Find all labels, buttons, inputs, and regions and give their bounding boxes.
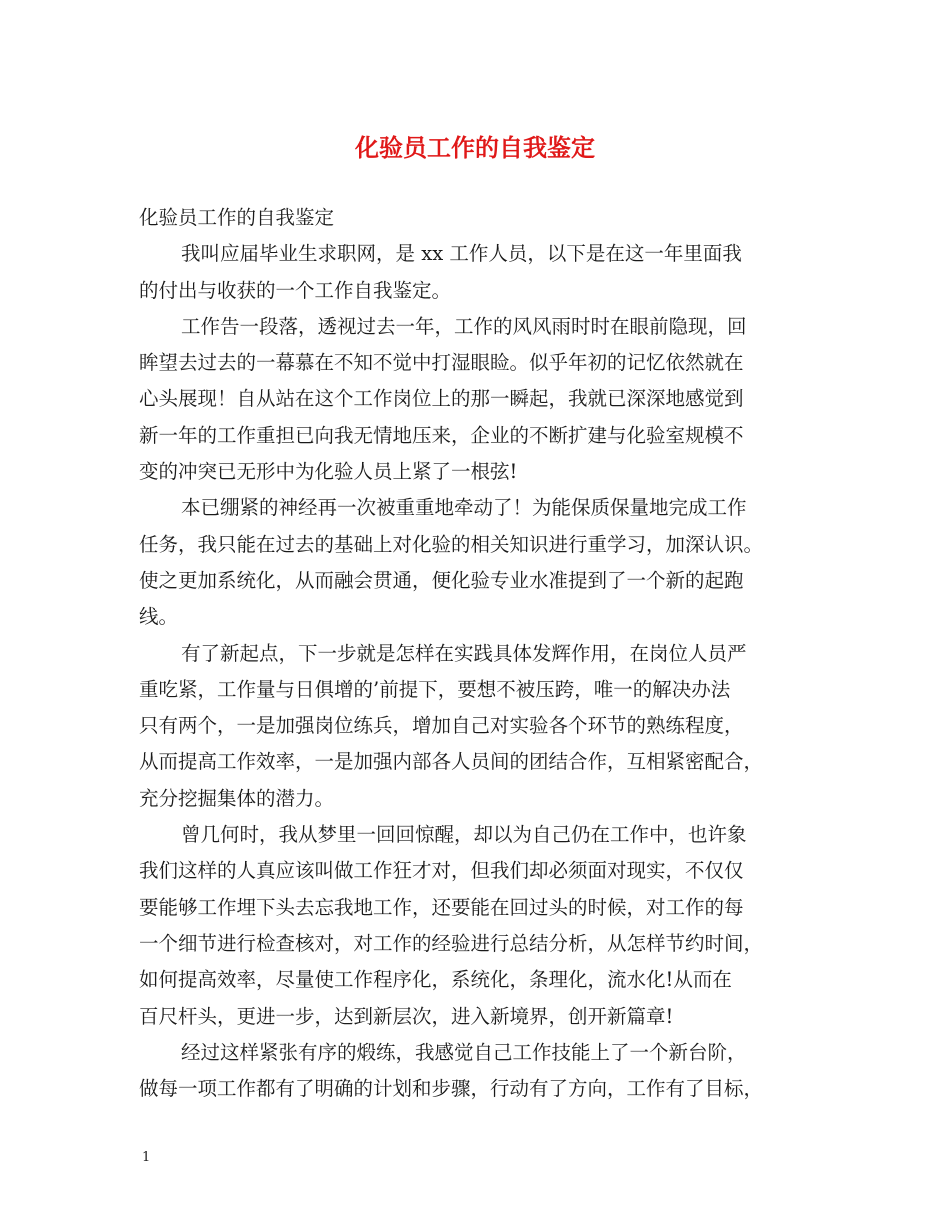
paragraph-1-line: 我叫应届毕业生求职网，是 xx 工作人员，以下是在这一年里面我 <box>181 242 742 266</box>
page-number: 1 <box>142 1150 151 1165</box>
paragraph-5-line: 我们这样的人真应该叫做工作狂才对，但我们却必须面对现实，不仅仅 <box>139 859 744 883</box>
paragraph-6-line: 经过这样紧张有序的煅练，我感觉自己工作技能上了一个新台阶， <box>181 1040 747 1064</box>
paragraph-5-line: 百尺杆头，更进一步，达到新层次，进入新境界，创开新篇章! <box>139 1004 674 1028</box>
paragraph-4-line: 充分挖掘集体的潜力。 <box>139 786 335 810</box>
paragraph-2-line: 工作告一段落，透视过去一年，工作的风风雨时时在眼前隐现，回 <box>181 314 747 338</box>
paragraph-4-line: 只有两个，一是加强岗位练兵，增加自己对实验各个环节的熟练程度， <box>139 714 744 738</box>
paragraph-3-line: 线。 <box>139 605 179 629</box>
paragraph-4-line: 重吃紧，工作量与日俱增的’前提下，要想不被压跨，唯一的解决办法 <box>139 677 731 701</box>
paragraph-2-line: 变的冲突已无形中为化验人员上紧了一根弦! <box>139 460 518 484</box>
paragraph-5-line: 如何提高效率，尽量使工作程序化，系统化，条理化，流水化!从而在 <box>139 968 732 992</box>
document-title: 化验员工作的自我鉴定 <box>355 133 595 162</box>
paragraph-1-line: 的付出与收获的一个工作自我鉴定。 <box>139 278 452 302</box>
paragraph-4-line: 从而提高工作效率，一是加强内部各人员间的团结合作，互相紧密配合， <box>139 750 764 774</box>
paragraph-3-line: 任务，我只能在过去的基础上对化验的相关知识进行重学习，加深认识。 <box>139 532 764 556</box>
paragraph-2-line: 新一年的工作重担已向我无情地压来，企业的不断扩建与化验室规模不 <box>139 423 744 447</box>
subtitle-line: 化验员工作的自我鉴定 <box>139 206 335 229</box>
paragraph-6-line: 做每一项工作都有了明确的计划和步骤，行动有了方向，工作有了目标， <box>139 1077 764 1101</box>
paragraph-2-line: 眸望去过去的一幕慕在不知不觉中打湿眼睑。似乎年初的记忆依然就在 <box>139 351 744 375</box>
paragraph-4-line: 有了新起点，下一步就是怎样在实践具体发辉作用，在岗位人员严 <box>181 641 747 665</box>
paragraph-3-line: 本已绷紧的神经再一次被重重地牵动了！为能保质保量地完成工作 <box>181 496 747 520</box>
paragraph-5-line: 一个细节进行检查核对，对工作的经验进行总结分析，从怎样节约时间， <box>139 931 764 955</box>
document-body <box>139 200 829 1107</box>
paragraph-5-line: 要能够工作埋下头去忘我地工作，还要能在回过头的时候，对工作的每 <box>139 895 744 919</box>
paragraph-5-line: 曾几何时，我从梦里一回回惊醒，却以为自己仍在工作中，也许象 <box>181 823 747 847</box>
paragraph-3-line: 使之更加系统化，从而融会贯通，便化验专业水准提到了一个新的起跑 <box>139 568 744 592</box>
paragraph-2-line: 心头展现！自从站在这个工作岗位上的那一瞬起，我就已深深地感觉到 <box>139 387 744 411</box>
